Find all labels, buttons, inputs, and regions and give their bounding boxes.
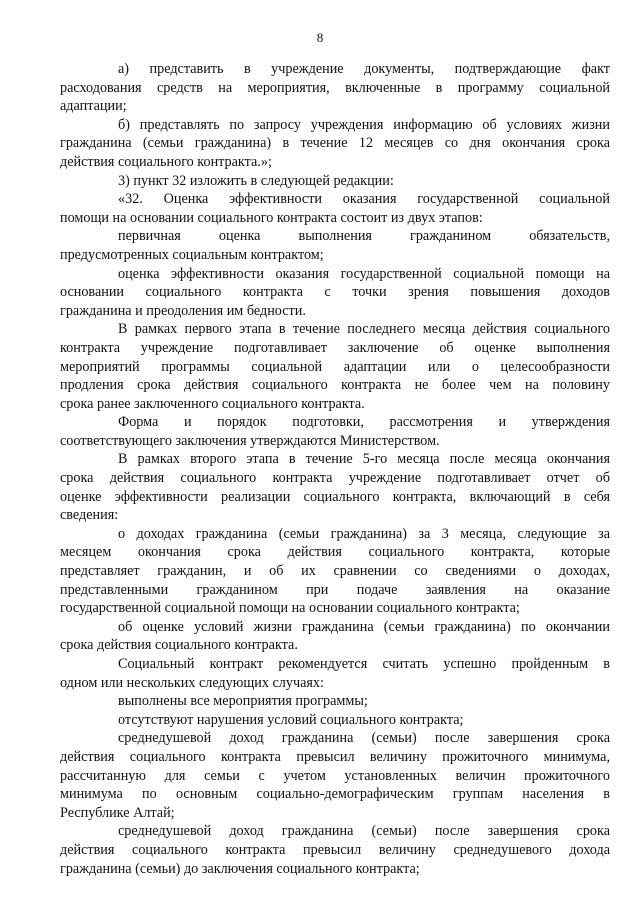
paragraph [118,172,610,191]
page-number: 8 [316,30,324,45]
text-line: первичная оценка выполнения гражданином обязательств, [118,228,610,245]
text-line: срока действия социального контракта учреждение подготавливает отчет об [60,470,610,487]
paragraph [60,413,610,450]
text-line: отсутствуют нарушения условий социального контракта; [118,711,464,728]
text-line: одном или нескольких следующих случаях: [60,674,324,691]
text-line: гражданина и преодоления им бедности. [60,302,306,319]
text-line: оценке эффективности реализации социального контракта, включающий в себя [60,488,610,505]
text-line: срока ранее заключенного социального контракта. [60,395,365,412]
text-line: соответствующего заключения утверждаются Министерством. [60,432,440,449]
text-line: действия социального контракта.»; [60,153,272,170]
text-line: государственной социальной помощи на основании социального контракта; [60,600,520,617]
paragraph [60,227,610,264]
text-line: помощи на основании социального контракта состоит из двух этапов: [60,209,483,226]
paragraph [60,60,610,116]
document-body [60,60,610,878]
paragraph [60,116,610,172]
text-line: минимума по основным социально-демографическим группам населения в [60,786,610,803]
text-line: основании социального контракта с точки зрения повышения доходов [60,284,610,301]
paragraph [60,618,610,655]
paragraph [118,692,610,711]
text-line: а) представить в учреждение документы, подтверждающие факт [118,61,610,77]
text-line: б) представлять по запросу учреждения информацию об условиях жизни [118,116,610,133]
text-line: контракта учреждение подготавливает заключение об оценке выполнения [60,339,610,356]
text-line: Форма и порядок подготовки, рассмотрения и утверждения [118,414,610,431]
text-line: срока действия социального контракта. [60,637,298,654]
text-line: гражданина (семьи гражданина) в течение 12 месяцев со дня окончания срока [60,135,610,152]
text-line: сведения: [60,507,119,524]
paragraph [60,450,610,524]
text-line: представляет гражданин, и об их сравнении со сведениями о доходах, [60,563,610,580]
paragraph [60,190,610,227]
paragraph [60,822,610,878]
paragraph [60,525,610,618]
text-line: В рамках первого этапа в течение последнего месяца действия социального [118,321,610,338]
text-line: действия социального контракта превысил величину среднедушевого дохода [60,841,610,858]
text-line: выполнены все мероприятия программы; [118,693,368,710]
text-line: предусмотренных социальным контрактом; [60,246,324,263]
paragraph [60,320,610,413]
text-line: продления срока действия социального контракта не более чем на половину [60,377,610,394]
text-line: расходования средств на мероприятия, включенные в программу социальной [60,79,610,96]
paragraph [60,655,610,692]
paragraph [118,711,610,730]
text-line: об оценке условий жизни гражданина (семьи гражданина) по окончании [118,618,610,635]
text-line: оценка эффективности оказания государственной социальной помощи на [118,265,610,282]
text-line: 3) пункт 32 изложить в следующей редакции: [118,172,394,189]
text-line: Социальный контракт рекомендуется считать успешно пройденным в [118,656,610,672]
text-line: среднедушевой доход гражданина (семьи) после завершения срока [118,730,610,747]
text-line: «32. Оценка эффективности оказания государственной социальной [118,191,610,208]
text-line: адаптации; [60,98,127,115]
text-line: В рамках второго этапа в течение 5-го месяца после месяца окончания [118,451,610,468]
paragraph [60,729,610,822]
text-line: мероприятий программы социальной адаптации или о целесообразности [60,358,610,375]
text-line: о доходах гражданина (семьи гражданина) за 3 месяца, следующие за [118,525,610,542]
text-line: Республике Алтай; [60,804,175,821]
text-line: действия социального контракта превысил величину прожиточного минимума, [60,748,610,765]
text-line: рассчитанную для семьи с учетом установленных величин прожиточного [60,767,610,784]
text-line: гражданина (семьи) до заключения социального контракта; [60,860,420,877]
text-line: месяцем окончания срока действия социального контракта, которые [60,544,610,561]
text-line: среднедушевой доход гражданина (семьи) после завершения срока [118,823,610,840]
text-line: представленными гражданином при подаче заявления на оказание [60,581,610,598]
paragraph [60,265,610,321]
